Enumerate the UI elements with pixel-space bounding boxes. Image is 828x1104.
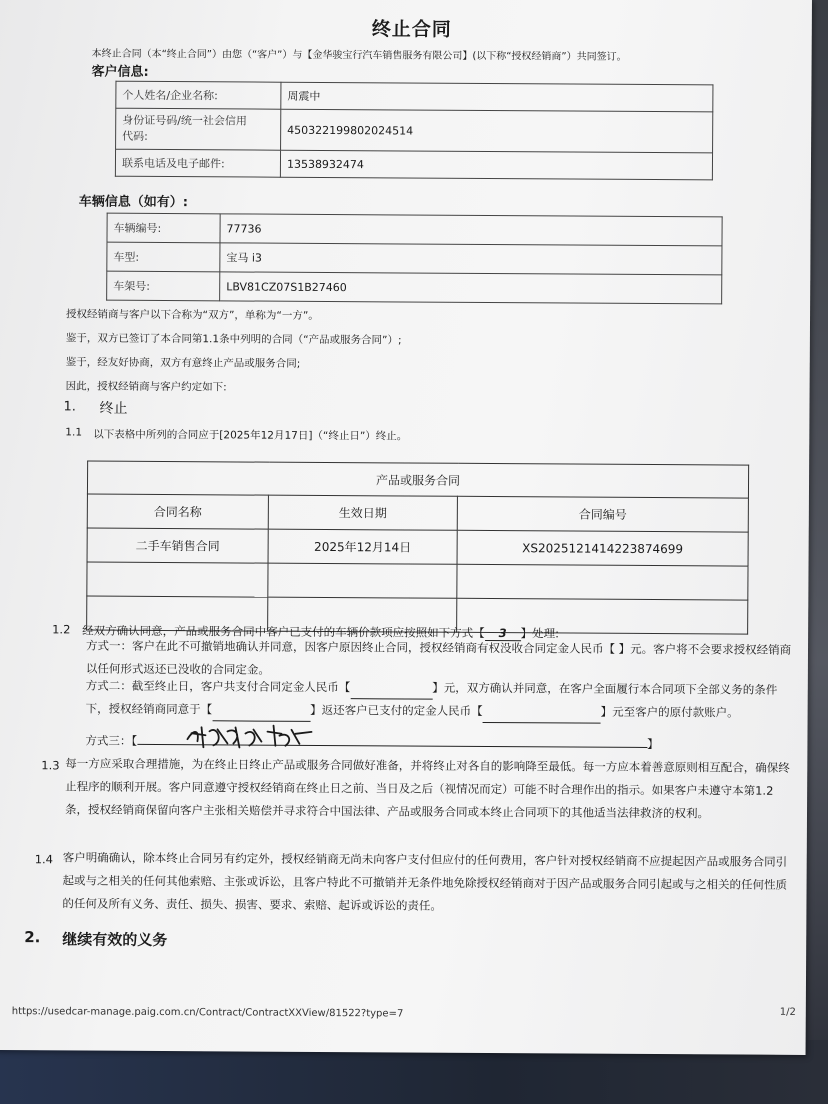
option-2-text <box>86 675 798 725</box>
contract-name-cell: 二手车销售合同 <box>87 528 268 563</box>
section-1-title: 终止 <box>99 400 128 417</box>
column-header: 合同编号 <box>457 496 748 532</box>
table-row <box>87 528 748 566</box>
clause-1-1-text: 以下表格中所列的合同应于[2025年12月17日]（“终止日”）终止。 <box>93 428 408 443</box>
refund-amount-blank <box>483 722 601 724</box>
vin-label: 车架号: <box>107 271 220 301</box>
customer-id-value: 450322199802024514 <box>281 109 713 153</box>
option-3-label: 方式三：【 <box>85 733 138 748</box>
clause-1-3-number: 1.3 <box>41 758 60 773</box>
clause-1-4-number: 1.4 <box>34 852 54 867</box>
vin-value: LBV81CZ07S1B27460 <box>220 272 722 304</box>
column-header: 生效日期 <box>268 495 457 530</box>
option-2-part-d: 】元至客户的原付款账户。 <box>600 704 739 720</box>
option-3-line <box>85 733 658 753</box>
footer-url: https://usedcar-manage.paig.com.cn/Contract/ContractXXView/81522?type=7 <box>11 1006 404 1020</box>
customer-name-label: 个人姓名/企业名称: <box>116 81 281 109</box>
section-2-number: 2. <box>24 928 41 947</box>
contract-table-title: 产品或服务合同 <box>87 461 748 498</box>
option-2-part-c: 】返还客户已支付的定金人民币【 <box>310 702 483 718</box>
table-header-row <box>87 461 748 498</box>
customer-contact-label: 联系电话及电子邮件: <box>115 149 280 177</box>
contract-table <box>86 461 749 635</box>
deposit-amount-blank <box>350 698 432 700</box>
page-number: 1/2 <box>779 1006 796 1018</box>
effective-date-cell: 2025年12月14日 <box>268 529 457 564</box>
vehicle-number-label: 车辆编号: <box>107 213 220 243</box>
clause-1-4-text: 客户明确确认，除本终止合同另有约定外，授权经销商无尚未向客户支付但应付的任何费用，客户针对授权经销商不应提起因产品或服务合同引起或与之相关的任何其他索赔、主张或诉讼，且客户特此不可撤销并无条件地免除授权经销商对于因产品或服务合同引起或与之相关的任何性质的任何及所有义务、责任、损失、损害、要求、索赔、起诉或诉讼的责任。 <box>62 850 788 913</box>
customer-contact-value: 13538932474 <box>280 150 712 180</box>
vehicle-model-value: 宝马 i3 <box>220 243 722 275</box>
clause-1-1-number: 1.1 <box>65 426 83 439</box>
handwritten-signature <box>183 721 323 752</box>
page-title: 终止合同 <box>371 18 452 41</box>
table-row <box>116 108 713 153</box>
table-row <box>116 81 713 112</box>
table-row <box>115 149 712 180</box>
vehicle-model-label: 车型: <box>107 242 220 272</box>
option-2-part-a: 方式二：截至终止日，客户共支付合同定金人民币【 <box>85 678 351 695</box>
table-row <box>107 213 722 246</box>
table-row <box>107 242 722 275</box>
option-2-part-b: 】元，双方确认并同意，在客户全面履行本合同项下全部义务的条件下，授权经销商同意于【 <box>85 680 778 717</box>
recital-2: 鉴于，经友好协商，双方有意终止产品或服务合同; <box>65 356 301 370</box>
column-header: 合同名称 <box>87 494 268 529</box>
clause-1-3-text: 每一方应采取合理措施，为在终止日终止产品或服务合同做好准备，并将终止对各自的影响降至最低。每一方应本着善意原则相互配合，确保终止程序的顺利开展。客户同意遵守授权经销商在终止日之前、当日及之后（视情况而定）可能不时合理作出的指示。如果客户未遵守本第1.2条，授权经销商保留向客户主张相关赔偿并寻求符合中国法律、产品或服务合同或本终止合同项下的其他适当法律救济的权利。 <box>64 756 790 821</box>
section-2-title: 继续有效的义务 <box>62 930 168 950</box>
clause-1-2-tail: 】处理: <box>520 626 560 641</box>
parties-definition: 授权经销商与客户以下合称为“双方”，单称为“一方”。 <box>66 308 319 322</box>
customer-name-value: 周震中 <box>281 82 713 112</box>
table-row <box>87 562 748 600</box>
section-1-number: 1. <box>63 399 76 415</box>
handwritten-choice: 3 <box>485 626 521 641</box>
customer-id-label: 身份证号码/统一社会信用 代码: <box>116 108 281 150</box>
table-cell <box>457 564 748 600</box>
customer-section-title: 客户信息: <box>91 64 149 80</box>
table-cell <box>87 562 268 597</box>
table-cell <box>268 563 457 598</box>
customer-info-table <box>115 81 714 181</box>
vehicle-section-title: 车辆信息（如有）: <box>78 194 188 211</box>
table-row <box>107 271 722 304</box>
clause-1-2-text: 经双方确认同意，产品或服务合同中客户已支付的车辆价款项应按照如下方式【 <box>82 623 485 640</box>
recital-1: 鉴于，双方已签订了本合同第1.1条中列明的合同（“产品或服务合同”）; <box>65 332 402 347</box>
vehicle-number-value: 77736 <box>220 214 722 246</box>
option-3-bracket: 】 <box>647 736 659 752</box>
contract-number-cell: XS20251214142238746​99 <box>457 530 748 566</box>
option-1-text: 方式一：客户在此不可撤销地确认并同意，因客户原因终止合同，授权经销商有权没收合同定金人民币【 】元。客户将不会要求授权经销商以任何形式返还已没收的合同定金。 <box>85 638 792 677</box>
vehicle-info-table <box>106 213 723 305</box>
recital-3: 因此，授权经销商与客户约定如下: <box>65 380 227 394</box>
clause-1-2-number: 1.2 <box>52 622 71 637</box>
table-row <box>87 494 748 532</box>
intro-text: 本终止合同（本“终止合同”）由您（“客户”）与【金华骏宝行汽车销售服务有限公司】(以下称“授权经销商”）共同签订。 <box>91 48 627 63</box>
